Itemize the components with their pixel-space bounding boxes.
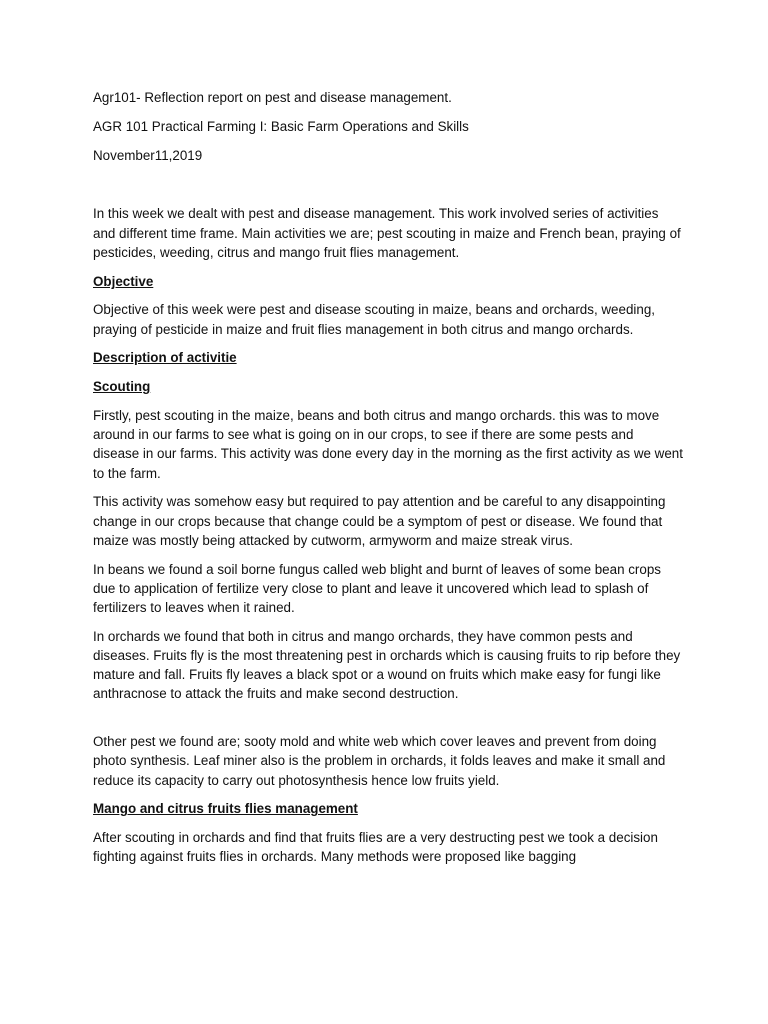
description-heading: Description of activitie (93, 350, 237, 366)
scouting-paragraph-1: Firstly, pest scouting in the maize, beans and both citrus and mango orchards. this was to move around in our farms to see what is going on in our crops, to see if there are some pests and disease in our farms. This activity was done every day in the morning as the first activity as we went to the farm. (93, 407, 683, 481)
blank-space (93, 174, 683, 204)
scouting-heading: Scouting (93, 379, 151, 395)
scouting-paragraph-3: In beans we found a soil borne fungus called web blight and burnt of leaves of some bean crops due to application of fertilize very close to plant and leave it uncovered which lead to splash of fertilizers to leaves when it rained. (93, 561, 661, 615)
objective-heading: Objective (93, 273, 154, 289)
objective-paragraph: Objective of this week were pest and disease scouting in maize, beans and orchards, weeding, praying of pesticide in maize and fruit flies management in both citrus and mango orchards. (93, 302, 655, 337)
scouting-paragraph-5: Other pest we found are; sooty mold and white web which cover leaves and prevent from doing photo synthesis. Leaf miner also is the problem in orchards, it folds leaves and make it small and reduce its capacity to carry out photosynthesis hence low fruits yield. (93, 734, 666, 788)
mango-citrus-heading: Mango and citrus fruits flies management (93, 801, 358, 817)
blank-space (93, 713, 683, 732)
intro-paragraph: In this week we dealt with pest and disease management. This work involved series of activities and different time frame. Main activities we are; pest scouting in maize and French bean, praying of pesticides, weeding, citrus and mango fruit flies management. (93, 206, 681, 260)
report-title-line: Agr101- Reflection report on pest and disease management. (93, 90, 452, 105)
mango-citrus-paragraph: After scouting in orchards and find that fruits flies are a very destructing pest we took a decision fighting against fruits flies in orchards. Many methods were proposed like bagging (93, 830, 658, 865)
course-title-line: AGR 101 Practical Farming I: Basic Farm Operations and Skills (93, 118, 469, 134)
scouting-paragraph-2: This activity was somehow easy but required to pay attention and be careful to any disappointing change in our crops because that change could be a symptom of pest or disease. We found that maize was mostly being attacked by cutworm, armyworm and maize streak virus. (93, 494, 666, 548)
scouting-paragraph-4: In orchards we found that both in citrus and mango orchards, they have common pests and diseases. Fruits fly is the most threatening pest in orchards which is causing fruits to rip before they mature and fall. Fruits fly leaves a black spot or a wound on fruits which make easy for fungi like anthracnose to attack the fruits and make second destruction. (93, 628, 681, 702)
report-date: November11,2019 (93, 147, 203, 163)
document-body (93, 88, 683, 876)
